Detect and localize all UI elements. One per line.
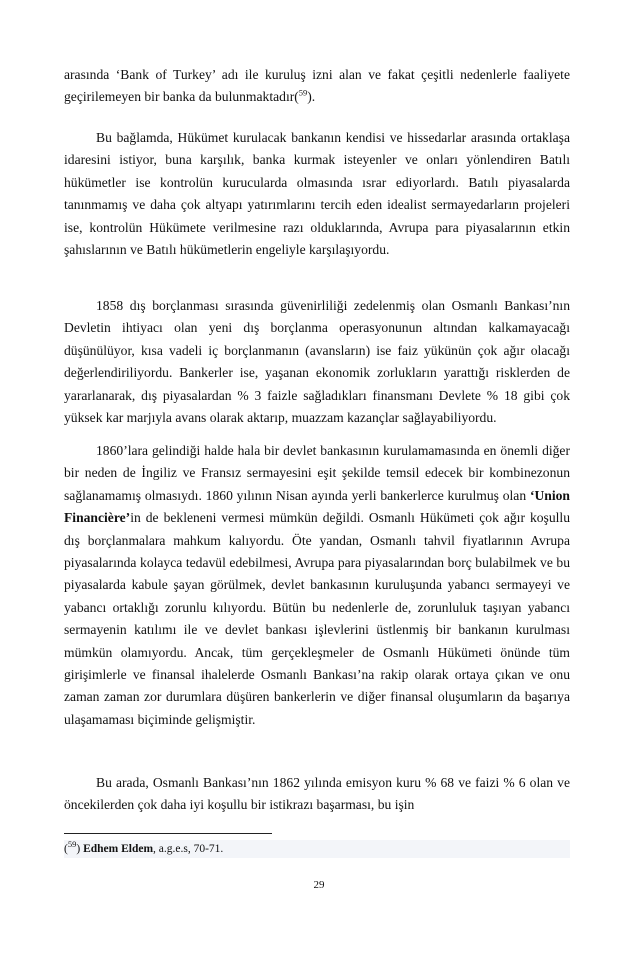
footnote-citation: , a.g.e.s, 70-71.	[153, 843, 224, 855]
paragraph-4-text-end: in de bekleneni vermesi mümkün değildi. Osmanlı Hükümeti çok ağır koşullu dış borçlanmalara mahkum kalıyordu. Öte yandan, Osmanlı tahvil fiyatlarının Avrupa piyasalarında kolayca tedavül edebilmesi, Avrupa para piyasalarından borç bulabilmek ve bu piyasalarda kabule şayan görülmek, devlet bankasının kuruluşunda yabancı sermayeyi ve yabancı ortaklığı zorunlu kılıyordu. Bütün bu nedenlerle de, zorunluluk taşıyan yabancı sermayenin katılımı ile ve devlet bankası işlevlerini üstlenmiş bir bankanın kurulması mümkün olamıyordu. Ancak, tüm gerçekleşmeler de Osmanlı Hükümeti önünde tüm girişimlerle ve finansal ihalelerde Osmanlı Bankası’na rakip olarak ortaya çıkan ve onu zaman zaman zor durumlara düşüren bankerlerin ve diğer finansal oluşumların da başarıya ulaşamaması biçiminde gelişmiştir.	[64, 510, 570, 727]
paragraph-1-text: arasında ‘Bank of Turkey’ adı ile kuruluş izni alan ve fakat çeşitli nedenlerle faaliyete geçirilemeyen bir banka da bulunmaktadır(	[64, 67, 570, 105]
paragraph-5	[64, 772, 570, 817]
paragraph-1-end: ).	[307, 89, 316, 105]
union-financiere-name: ‘Union Financière’	[64, 487, 570, 526]
footnote-reference: 59	[298, 87, 308, 98]
footnote-number: 59	[67, 839, 77, 850]
paragraph-4-text-start: 1860’lara gelindiği halde hala bir devlet bankasının kurulamamasında en önemli diğer bir neden de İngiliz ve Fransız sermayesini eşit şekilde temsil edecek bir kombinezonun sağlanamamış olmasıydı. 1860 yılının Nisan ayında yerli bankerlerce kurulmuş olan	[64, 443, 570, 503]
paragraph-2	[64, 127, 570, 261]
paragraph-2-text: Bu bağlamda, Hükümet kurulacak bankanın kendisi ve hissedarlar arasında ortaklaşa idaresini istiyor, buna karşılık, banka kurmak isteyenler ve onları yönlendiren Batılı hükümetler ise kontrolün kurucularda olmasında ısrar ediyorlardı. Batılı piyasalarda tanınmamış ve daha çok altyapı yatırımlarını tercih eden idealist sermayedarların projeleri ise, kontrolün Hükümete verilmesine razı olduklarında, Avrupa para piyasalarının etkin şahıslarının ve Batılı hükümetlerin engeliyle karşılaşıyordu.	[64, 130, 570, 258]
footnote-divider	[64, 833, 272, 834]
footnote-open: (	[64, 843, 68, 855]
paragraph-4	[64, 440, 570, 731]
paragraph-1	[64, 64, 570, 109]
paragraph-5-text: Bu arada, Osmanlı Bankası’nın 1862 yılında emisyon kuru % 68 ve faizi % 6 olan ve öncekilerden çok daha iyi koşullu bir istikrazı başarması, bu işin	[64, 775, 570, 813]
footnote-author: Edhem Eldem	[83, 843, 154, 855]
paragraph-3-text: 1858 dış borçlanması sırasında güvenirliliği zedelenmiş olan Osmanlı Bankası’nın Devletin ihtiyacı olan yeni dış borçlanma operasyonunun altından kalkamayacağı düşünülüyor, kısa vadeli iç borçlanmanın (avansların) ise faiz yükünün çok ağır olacağı değerlendiriliyordu. Bankerler ise, yaşanan ekonomik zorlukların yarattığı risklerden de yararlanarak, dış piyasalardan % 3 faizle sağladıkları finansmanı Devlete % 18 gibi çok yüksek kar marjıyla avans olarak aktarıp, muazzam kazançlar sağlayabiliyordu.	[64, 298, 570, 426]
page-number: 29	[313, 879, 325, 891]
paragraph-3	[64, 295, 570, 429]
footnote	[64, 840, 570, 858]
footnote-close: )	[76, 843, 81, 855]
